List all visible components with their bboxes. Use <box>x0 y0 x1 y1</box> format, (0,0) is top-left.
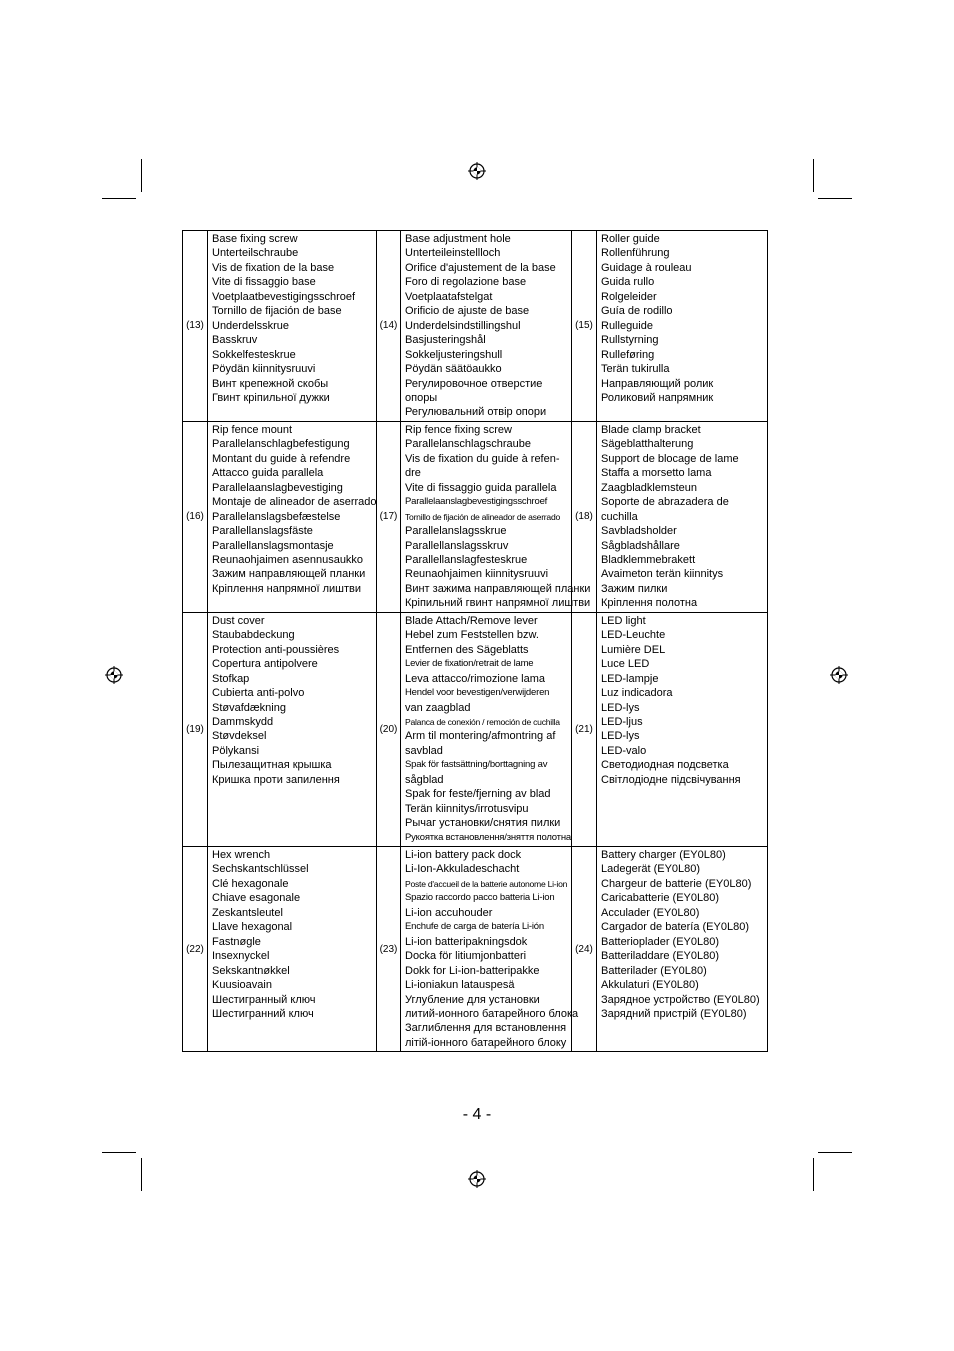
part-name-line: Staffa a morsetto lama <box>601 467 712 480</box>
part-name-line: Parallelanschlagbefestigung <box>212 438 350 451</box>
part-name-line: Кріплення полотна <box>601 597 698 610</box>
part-name-line: Terän tukirulla <box>601 363 670 376</box>
part-name-line: Pöydän säätöaukko <box>405 363 502 376</box>
part-name-cell <box>597 231 768 422</box>
table-row <box>183 847 768 1052</box>
part-name-line: Montant du guide à refendre <box>212 452 351 465</box>
registration-mark-icon <box>105 666 123 684</box>
part-name-line: LED-valo <box>601 744 647 757</box>
part-name-line: Зажим направляющей планки <box>212 568 366 581</box>
part-name-line: LED-lys <box>601 701 640 714</box>
part-name-line: Guida rullo <box>601 276 655 289</box>
part-name-line: Регулювальний отвір опори <box>405 406 547 419</box>
part-number: (22) <box>183 847 208 1052</box>
part-name-line: Parallelaanslagbevestiging <box>212 481 343 494</box>
table-row <box>183 612 768 846</box>
registration-mark-icon <box>468 1170 486 1188</box>
crop-mark <box>141 1158 142 1191</box>
part-name-line: Roller guide <box>601 233 660 245</box>
part-name-line: Пылезащитная крышка <box>212 759 332 772</box>
part-name-line: Parallelanschlagschraube <box>405 438 531 451</box>
part-name-line: van zaagblad <box>405 701 471 714</box>
part-name-line: LED-lys <box>601 730 640 743</box>
crop-mark <box>818 198 852 199</box>
part-name-cell <box>401 231 572 422</box>
crop-mark <box>102 1152 136 1153</box>
part-name-line: Parallellanslagsskruv <box>405 539 509 552</box>
registration-mark-icon <box>830 666 848 684</box>
part-name-line: Світлодіодне підсвічування <box>601 773 741 786</box>
part-name-line: Base fixing screw <box>212 233 298 245</box>
part-name-line: Sokkelfesteskrue <box>212 348 296 361</box>
part-name-line: Vite di fissaggio base <box>212 276 316 289</box>
part-number: (24) <box>572 847 597 1052</box>
table-row <box>183 231 768 422</box>
part-name-line: Рукоятка встановлення/зняття полотна <box>405 831 571 843</box>
part-name-line: Заглиблення для встановлення <box>405 1022 567 1035</box>
part-name-line: Sägeblatthalterung <box>601 438 694 451</box>
part-name-line: LED light <box>601 614 646 627</box>
part-name-line: Li-ion accuhouder <box>405 906 493 919</box>
part-name-line: Clé hexagonale <box>212 877 289 890</box>
part-name-line: Caricabatterie (EY0L80) <box>601 892 720 905</box>
part-name-line: Rolgeleider <box>601 290 657 303</box>
part-name-line: Регулировочное отверстие <box>405 377 543 390</box>
part-number: (21) <box>572 612 597 846</box>
part-name-line: Dammskydd <box>212 715 274 728</box>
part-name-line: Chargeur de batterie (EY0L80) <box>601 877 752 890</box>
part-name-line: Arm til montering/afmontring af <box>405 730 556 743</box>
part-name-line: Spak för fastsättning/borttagning av <box>405 759 548 771</box>
part-name-line: Lumière DEL <box>601 643 666 656</box>
part-name-cell <box>597 612 768 846</box>
part-name-line: Vis de fixation du guide à refen- <box>405 452 560 465</box>
part-name-line: Kuusioavain <box>212 979 272 992</box>
part-name-line: Enchufe de carga de batería Li-ión <box>405 921 544 933</box>
part-name-cell <box>208 421 377 612</box>
part-name-line: Sechskantschlüssel <box>212 863 309 876</box>
part-name-line: cuchilla <box>601 510 638 523</box>
part-name-line: Blade Attach/Remove lever <box>405 614 538 627</box>
part-name-line: Fastnøgle <box>212 935 261 948</box>
part-name-line: Acculader (EY0L80) <box>601 906 700 919</box>
part-name-line: Rulleguide <box>601 319 653 332</box>
part-name-line: Luz indicadora <box>601 687 673 700</box>
part-name-line: Staubabdeckung <box>212 629 295 642</box>
part-name-line: Направляющий ролик <box>601 377 714 390</box>
part-name-line: Tornillo de fijación de alineador de aserrado <box>405 511 561 522</box>
part-name-line: Støvafdækning <box>212 701 286 714</box>
table-row <box>183 421 768 612</box>
part-name-line: Cubierta anti-polvo <box>212 687 305 700</box>
part-number: (15) <box>572 231 597 422</box>
part-name-line: Li-ion battery pack dock <box>405 849 522 862</box>
part-name-line: savblad <box>405 744 443 757</box>
part-name-line: Parallelanslagsbefæstelse <box>212 510 341 523</box>
part-name-line: Кріплення напрямної лиштви <box>212 582 362 595</box>
part-name-line: Orificio de ajuste de base <box>405 305 530 318</box>
part-number: (19) <box>183 612 208 846</box>
part-name-line: Cargador de batería (EY0L80) <box>601 921 749 934</box>
part-name-line: Parallelaanslagbevestigingsschroef <box>405 496 548 508</box>
part-name-line: Шестигранный ключ <box>212 993 316 1006</box>
part-name-line: Entfernen des Sägeblatts <box>405 643 529 656</box>
part-name-cell <box>208 612 377 846</box>
part-name-line: Bladklemmebrakett <box>601 553 696 566</box>
part-name-cell <box>208 847 377 1052</box>
part-name-line: Sågbladshållare <box>601 539 680 552</box>
part-name-line: Luce LED <box>601 658 650 671</box>
part-name-line: Кріпильний гвинт напрямної лиштви <box>405 597 591 610</box>
part-name-line: Винт крепежной скобы <box>212 377 329 390</box>
part-name-line: Parallelanslagsskrue <box>405 525 507 538</box>
part-name-line: Рычаг установки/снятия пилки <box>405 817 561 830</box>
part-name-line: Copertura antipolvere <box>212 658 318 671</box>
part-name-line: Tornillo de fijación de base <box>212 305 342 318</box>
part-name-line: Pölykansi <box>212 744 260 757</box>
crop-mark <box>813 159 814 192</box>
part-name-line: Винт зажима направляющей планки <box>405 582 591 595</box>
part-name-line: Soporte de abrazadera de <box>601 496 729 509</box>
part-name-line: dre <box>405 467 421 480</box>
part-number: (17) <box>377 421 401 612</box>
part-name-line: Base adjustment hole <box>405 233 511 245</box>
part-name-line: Terän kiinnitys/irrotusvipu <box>405 802 529 815</box>
part-number: (14) <box>377 231 401 422</box>
part-name-line: Zaagbladklemsteun <box>601 481 698 494</box>
part-name-line: Reunaohjaimen asennusaukko <box>212 553 364 566</box>
part-number: (20) <box>377 612 401 846</box>
part-name-line: Светодиодная подсветка <box>601 759 729 772</box>
part-name-line: Avaimeton terän kiinnitys <box>601 568 724 581</box>
part-name-line: Underdelsindstillingshul <box>405 319 521 332</box>
part-number: (23) <box>377 847 401 1052</box>
part-name-line: Underdelsskrue <box>212 319 290 332</box>
part-name-line: Basskruv <box>212 334 258 347</box>
part-name-line: Роликовий напрямник <box>601 391 714 404</box>
part-name-line: Blade clamp bracket <box>601 423 701 436</box>
part-name-line: Leva attacco/rimozione lama <box>405 672 546 685</box>
part-name-line: Unterteileinstellloch <box>405 247 501 260</box>
part-name-line: Rulleføring <box>601 348 655 361</box>
crop-mark <box>141 159 142 192</box>
part-name-line: Parallellanslagfesteskrue <box>405 553 528 566</box>
part-name-line: LED-lampje <box>601 672 659 685</box>
part-name-line: Hex wrench <box>212 849 271 862</box>
part-name-cell <box>401 612 572 846</box>
part-name-line: Углубление для установки <box>405 993 540 1006</box>
part-name-line: Rollenführung <box>601 247 670 260</box>
part-name-line: Chiave esagonale <box>212 892 301 905</box>
part-name-line: Vite di fissaggio guida parallela <box>405 481 557 494</box>
crop-mark <box>102 198 136 199</box>
registration-mark-icon <box>468 162 486 180</box>
part-name-line: Llave hexagonal <box>212 921 293 934</box>
part-name-cell <box>208 231 377 422</box>
part-name-line: Rip fence fixing screw <box>405 423 512 436</box>
part-name-line: Basjusteringshål <box>405 334 486 347</box>
part-name-line: Akkulaturi (EY0L80) <box>601 979 699 992</box>
part-name-line: Guidage à rouleau <box>601 261 692 274</box>
part-name-line: LED-ljus <box>601 715 643 728</box>
part-name-line: Parallellanslagsmontasje <box>212 539 334 552</box>
crop-mark <box>818 1152 852 1153</box>
part-name-line: Parallellanslagsfäste <box>212 525 313 538</box>
part-name-line: Hebel zum Feststellen bzw. <box>405 629 539 642</box>
part-name-line: Palanca de conexión / remoción de cuchilla <box>405 716 560 727</box>
part-name-line: Zeskantsleutel <box>212 906 283 919</box>
crop-mark <box>813 1158 814 1191</box>
part-name-line: Levier de fixation/retrait de lame <box>405 658 534 670</box>
part-name-line: литий-ионного батарейного блока <box>405 1008 579 1021</box>
part-name-cell <box>597 421 768 612</box>
part-name-line: Voetplaatbevestigingsschroef <box>212 290 356 303</box>
part-name-line: Unterteilschraube <box>212 247 299 260</box>
part-name-line: Støvdeksel <box>212 730 267 743</box>
part-name-line: Spak for feste/fjerning av blad <box>405 788 551 801</box>
part-name-line: Li-ion batteripakningsdok <box>405 935 528 948</box>
part-name-line: літій-іонного батарейного блоку <box>405 1036 567 1049</box>
part-name-line: Foro di regolazione base <box>405 276 527 289</box>
part-name-line: Batterilader (EY0L80) <box>601 964 707 977</box>
part-name-line: Batterioplader (EY0L80) <box>601 935 720 948</box>
part-name-line: Protection anti-poussières <box>212 643 340 656</box>
part-name-line: опоры <box>405 391 438 404</box>
part-name-line: Support de blocage de lame <box>601 452 739 465</box>
part-name-line: Rip fence mount <box>212 423 293 436</box>
part-name-line: Li-ioniakun latauspesä <box>405 979 515 992</box>
part-name-line: Зажим пилки <box>601 582 668 595</box>
part-name-line: Hendel voor bevestigen/verwijderen <box>405 687 550 699</box>
part-name-line: Li-Ion-Akkuladeschacht <box>405 863 520 876</box>
part-name-line: Sekskantnøkkel <box>212 964 290 977</box>
part-name-cell <box>597 847 768 1052</box>
part-name-cell <box>401 847 579 1052</box>
part-name-line: Orifice d'ajustement de la base <box>405 261 556 274</box>
part-name-line: Dust cover <box>212 614 265 627</box>
part-name-line: Attacco guida parallela <box>212 467 324 480</box>
parts-table <box>182 230 768 1052</box>
part-name-line: Stofkap <box>212 672 250 685</box>
part-name-line: Vis de fixation de la base <box>212 261 335 274</box>
part-name-line: Voetplaatafstelgat <box>405 290 493 303</box>
part-name-line: Шестигранний ключ <box>212 1008 314 1021</box>
page-number: - 4 - <box>462 1106 492 1123</box>
part-name-line: sågblad <box>405 773 444 786</box>
part-number: (16) <box>183 421 208 612</box>
part-name-line: Savbladsholder <box>601 525 677 538</box>
part-name-line: Insexnyckel <box>212 950 270 963</box>
part-name-line: Rullstyrning <box>601 334 659 347</box>
part-number: (13) <box>183 231 208 422</box>
part-name-line: LED-Leuchte <box>601 629 666 642</box>
part-name-line: Pöydän kiinnitysruuvi <box>212 363 316 376</box>
part-name-line: Guía de rodillo <box>601 305 673 318</box>
part-name-line: Spazio raccordo pacco batteria Li-ion <box>405 892 555 904</box>
part-name-line: Кришка проти запилення <box>212 773 340 786</box>
part-name-line: Montaje de alineador de aserrado <box>212 496 377 509</box>
part-name-line: Dokk for Li-ion-batteripakke <box>405 964 540 977</box>
part-name-line: Ladegerät (EY0L80) <box>601 863 701 876</box>
part-name-line: Sokkeljusteringshull <box>405 348 503 361</box>
part-name-line: Зарядний пристрій (EY0L80) <box>601 1008 747 1021</box>
part-name-line: Зарядное устройство (EY0L80) <box>601 993 760 1006</box>
part-name-line: Docka för litiumjonbatteri <box>405 950 527 963</box>
part-name-line: Poste d'accueil de la batterie autonome Li-ion <box>405 878 568 889</box>
part-name-line: Battery charger (EY0L80) <box>601 849 726 862</box>
part-name-line: Гвинт кріпильної дужки <box>212 391 330 404</box>
part-name-line: Batteriladdare (EY0L80) <box>601 950 720 963</box>
part-name-line: Reunaohjaimen kiinnitysruuvi <box>405 568 549 581</box>
part-number: (18) <box>572 421 597 612</box>
